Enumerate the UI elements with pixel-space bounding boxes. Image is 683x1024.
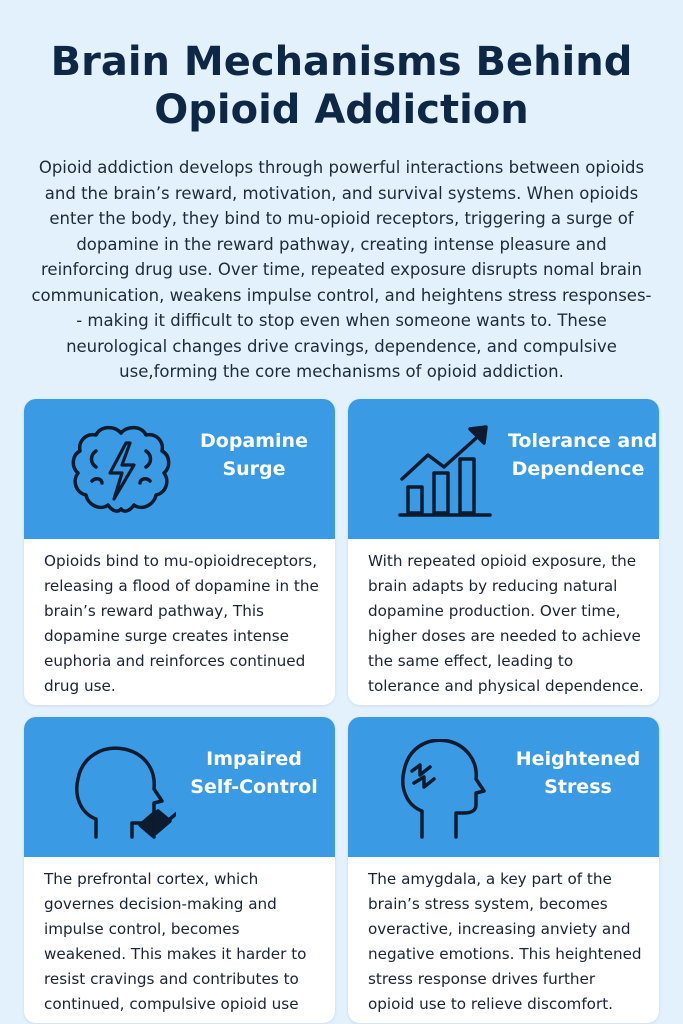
- card-title-line-1: Tolerance and: [508, 430, 658, 452]
- card-body: With repeated opioid exposure, the brain adapts by reducing natural dopamine production. Over time, higher doses are needed to achieve the same effect, leading to tolerance and physical dependence.: [368, 552, 644, 695]
- head-arrow-icon: [66, 739, 176, 839]
- page-title-line-1: Brain Mechanisms Behind: [50, 39, 633, 85]
- card-title-line-1: Impaired: [206, 748, 302, 770]
- card-title: [508, 745, 648, 801]
- card-impaired-self-control: [24, 717, 335, 1023]
- card-title-line-2: Dependence: [511, 458, 645, 480]
- brain-lightning-icon: [66, 421, 176, 521]
- card-body: The prefrontal cortex, which governes decision-making and impulse control, becomes weakened. This makes it harder to resist cravings and contributes to continued, compulsive opioid use: [44, 870, 307, 1013]
- rising-bar-chart-icon: [390, 421, 500, 521]
- card-body: The amygdala, a key part of the brain’s stress system, becomes overactive, increasing anviety and negative emotions. This heightened stress response drives further opioid use to relieve discomfort.: [368, 870, 642, 1013]
- card-heightened-stress: [348, 717, 659, 1023]
- page-title-line-2: Opioid Addiction: [154, 87, 529, 133]
- card-title-line-2: Self-Control: [190, 776, 318, 798]
- card-title: [184, 427, 324, 483]
- card-title-line-1: Heightened: [515, 748, 641, 770]
- card-title-line-1: Dopamine: [200, 430, 308, 452]
- card-body: Opioids bind to mu-opioidreceptors, releasing a flood of dopamine in the brain’s reward pathway, This dopamine surge creates intense euphoria and reinforces continued drug use.: [44, 552, 319, 695]
- card-title-line-2: Surge: [222, 458, 286, 480]
- card-title: [508, 427, 658, 483]
- page-title: [20, 38, 663, 134]
- card-title-line-2: Stress: [544, 776, 612, 798]
- head-stress-icon: [390, 739, 500, 839]
- card-dopamine-surge: [24, 399, 335, 705]
- card-title: [184, 745, 324, 801]
- card-tolerance-dependence: [348, 399, 659, 705]
- intro-paragraph: Opioid addiction develops through powerful interactions between opioids and the brain’s reward, motivation, and survival systems. When opioids enter the body, they bind to mu-opioid receptors, triggering a surge of dopamine in the reward pathway, creating intense pleasure and reinforcing drug use. Over time, repeated exposure disrupts nomal brain communication, weakens impulse control, and heightens stress responses-- making it difficult to stop even when someone wants to. These neurological changes drive cravings, dependence, and compulsive use,forming the core mechanisms of opioid addiction.: [31, 158, 652, 381]
